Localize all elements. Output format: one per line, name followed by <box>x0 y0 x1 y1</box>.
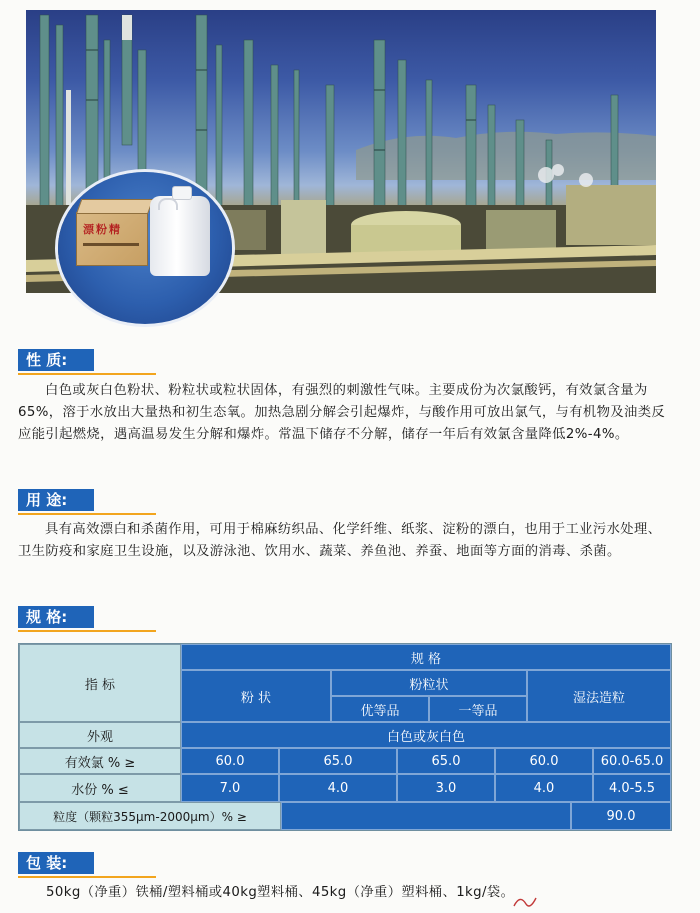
section-title-uses: 用 途: <box>18 489 94 511</box>
row-label-moisture: 水份 % ≤ <box>19 774 181 802</box>
packaging-text: 50kg（净重）铁桶/塑料桶或40kg塑料桶、45kg（净重）塑料桶、1kg/袋。 <box>46 885 515 900</box>
properties-text: 白色或灰白色粉状、粉粒状或粒状固体，有强烈的刺激性气味。主要成份为次氯酸钙，有效氯含量为65%，溶于水放出大量热和初生态氧。加热急剧分解会引起爆炸，与酸作用可放出氯气，与有机物及油类反应能引起燃烧，遇高温易发生分解和爆炸。常温下储存不分解，储存一年后有效氯含量降低2%-4%。 <box>18 383 666 442</box>
header-granular: 粉粒状 <box>331 670 527 696</box>
header-spec: 规 格 <box>181 644 671 670</box>
uses-text: 具有高效漂白和杀菌作用，可用于棉麻纺织品、化学纤维、纸浆、淀粉的漂白，也用于工业污水处理、卫生防疫和家庭卫生设施，以及游泳池、饮用水、蔬菜、养鱼池、养蚕、地面等方面的消毒、杀菌。 <box>18 522 662 559</box>
row-label-available-chlorine: 有效氯 % ≥ <box>19 748 181 774</box>
table-cell: 65.0 <box>397 748 495 774</box>
row-label-appearance: 外观 <box>19 722 181 748</box>
table-cell: 4.0-5.5 <box>593 774 671 802</box>
section-title-properties: 性 质: <box>18 349 94 371</box>
table-cell: 60.0-65.0 <box>593 748 671 774</box>
table-cell: 60.0 <box>495 748 593 774</box>
product-carton <box>76 212 148 266</box>
header-superior: 优等品 <box>331 696 429 722</box>
header-powder: 粉 状 <box>181 670 331 722</box>
table-cell: 4.0 <box>495 774 593 802</box>
product-photo-inset <box>58 172 232 324</box>
spec-table <box>18 643 672 831</box>
row-label-particle-size: 粒度（颗粒355μm-2000μm）% ≥ <box>19 802 281 830</box>
table-cell: 60.0 <box>181 748 279 774</box>
section-title-packaging: 包 装: <box>18 852 94 874</box>
table-cell: 90.0 <box>571 802 671 830</box>
header-wet-granulation: 湿法造粒 <box>527 670 671 722</box>
carton-label: 漂粉精 <box>83 223 122 236</box>
table-cell: 3.0 <box>397 774 495 802</box>
header-first-grade: 一等品 <box>429 696 527 722</box>
table-cell: 7.0 <box>181 774 279 802</box>
table-cell: 4.0 <box>279 774 397 802</box>
table-cell-empty <box>281 802 571 830</box>
appearance-value: 白色或灰白色 <box>181 722 671 748</box>
pen-mark <box>510 890 550 912</box>
header-indicator: 指 标 <box>19 644 181 722</box>
product-drum <box>150 196 210 276</box>
section-title-specs: 规 格: <box>18 606 94 628</box>
table-cell: 65.0 <box>279 748 397 774</box>
